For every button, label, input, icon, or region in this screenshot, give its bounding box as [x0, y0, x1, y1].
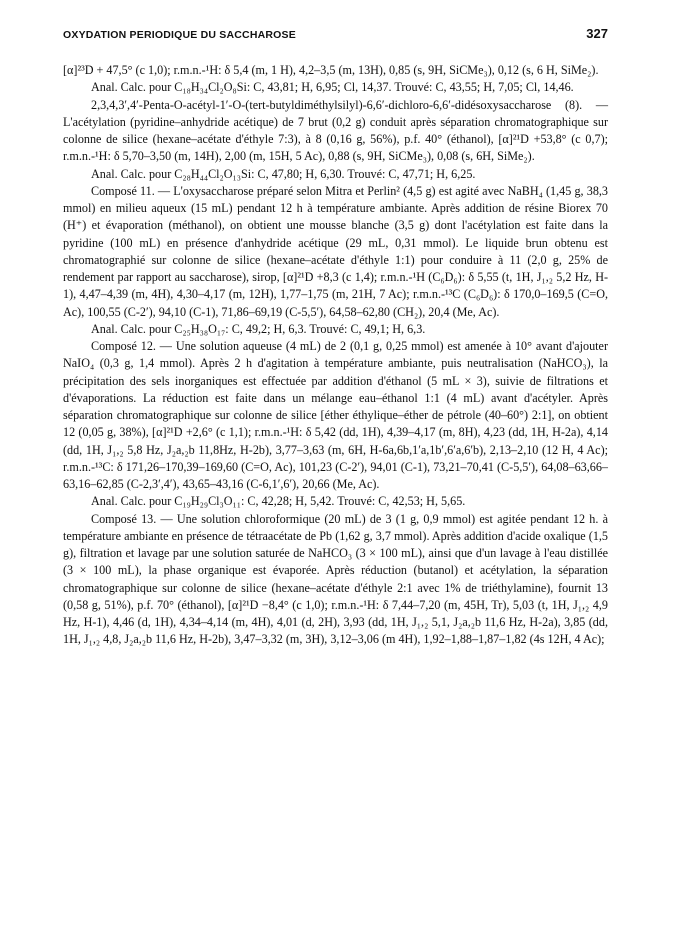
- paragraph-anal-8: Anal. Calc. pour C₂₈H₄₄Cl₂O₁₃Si: C, 47,80; H, 6,30. Trouvé: C, 47,71; H, 6,25.: [91, 166, 476, 181]
- page-number: 327: [586, 26, 608, 41]
- paragraph-spectral-data-7: [α]²³D + 47,5° (c 1,0); r.m.n.-¹H: δ 5,4 (m, 1 H), 4,2–3,5 (m, 13H), 0,85 (s, 9H, SiCMe₃), 0,12 (s, 6 H, SiMe₂).: [63, 63, 599, 77]
- running-head: OXYDATION PERIODIQUE DU SACCHAROSE: [63, 29, 296, 41]
- paragraph-compound-13: Composé 13. — Une solution chloroformique (20 mL) de 3 (1 g, 0,9 mmol) est agitée pendant 12 h. à température ambiante en présence de tétraacétate de Pb (1,62 g, 3,7 mmol). Après addition d'acide oxalique (1,5 g), filtration et lavage par une solution saturée de NaHCO₃ (3 × 100 mL), ainsi que d'un lavage à l'eau distillée (3 × 100 mL), la phase organique est évaporée. Après réduction (butanol) et acétylation, la séparation chromatographique sur colonne de silice (hexane–acétate d'éthyle 2:1 avec 1% de triéthylamine), fournit 13 (0,58 g, 51%), p.f. 70° (éthanol), [α]²¹D −8,4° (c 1,0); r.m.n.-¹H: δ 7,44–7,20 (m, 45H, Tr), 5,03 (t, 1H, J₁,₂ 4,9 Hz, H-1), 4,46 (d, 1H), 4,34–4,14 (m, 4H), 4,01 (d, 2H), 3,93 (dd, 1H, J₁,₂ 5,1, J₂a,₂b 11,6 Hz, H-2a), 3,85 (dd, 1H, J₁,₂ 4,8, J₂a,₂b 11,6 Hz, H-2b), 3,47–3,32 (m, 3H), 3,12–3,06 (m 4H), 1,92–1,88–1,87–1,82 (4s 12H, 4 Ac);: [63, 511, 608, 647]
- paragraph-anal-12: Anal. Calc. pour C₁₉H₂₉Cl₃O₁₁: C, 42,28; H, 5,42. Trouvé: C, 42,53; H, 5,65.: [91, 494, 466, 509]
- paragraph-compound-8: 2,3,4,3′,4′-Penta-O-acétyl-1′-O-(tert-butyldiméthylsilyl)-6,6′-dichloro-6,6′-didésoxysaccharose (8). — L'acétylation (pyridine–anhydride acétique) de 7 brut (0,2 g) conduit après séparation chromatographique sur colonne de silice (hexane–acétate d'éthyle 7:3), à 8 (0,16 g, 56%), p.f. 40° (éthanol), [α]²¹D +53,8° (c 0,7); r.m.n.-¹H: δ 5,70–3,50 (m, 14H), 2,00 (m, 15H, 5 Ac), 0,88 (s, 9H, SiCMe₃), 0,08 (s, 6H, SiMe₂).: [63, 97, 608, 164]
- page-header: [63, 26, 608, 48]
- journal-page: [63, 26, 608, 649]
- paragraph-compound-11: Composé 11. — L'oxysaccharose préparé selon Mitra et Perlin² (4,5 g) est agité avec NaBH₄ (1,45 g, 38,3 mmol) en milieu aqueux (15 mL) pendant 12 h à température ambiante. Après addition de résine Biorex 70 (H⁺) et évaporation (méthanol), on obtient une mousse blanche (3,5 g) dont l'acétylation est faite dans la pyridine (100 mL) en présence d'anhydride acétique (29 mL, 0,31 mmol). Le liquide brun obtenu est chromatographié sur colonne de silice (hexane–acétate d'éthyle 1:1) pour conduire à 11 (2,0 g, 25% de rendement par rapport au saccharose), sirop, [α]²¹D +8,3 (c 1,4); r.m.n.-¹H (C₆D₆): δ 5,55 (t, 1H, J₁,₂ 5,2 Hz, H-1), 4,47–4,39 (m, 4H), 4,30–4,17 (m, 12H), 1,77–1,75 (m, 21H, 7 Ac); r.m.n.-¹³C (C₆D₆): δ 170,0–169,5 (C=O, Ac), 100,55 (C-2′), 94,10 (C-1), 71,86–69,19 (C-5,5′), 64,58–62,80 (CH₂), 20,4 (Me, Ac).: [63, 183, 608, 319]
- paragraph-anal-11: Anal. Calc. pour C₂₅H₃₈O₁₇: C, 49,2; H, 6,3. Trouvé: C, 49,1; H, 6,3.: [91, 321, 426, 336]
- paragraph-compound-12: Composé 12. — Une solution aqueuse (4 mL) de 2 (0,1 g, 0,25 mmol) est amenée à 10° avant d'ajouter NaIO₄ (0,3 g, 1,4 mmol). Après 2 h d'agitation à température ambiante, puis neutralisation (NaHCO₃), la précipitation des sels inorganiques est effectuée par addition d'éthanol (5 mL × 3), suivie de filtrations et d'évaporations. La réduction est faite dans un mélange eau–éthanol 1:1 (4 mL) avant d'acétyler. Après séparation chromatographique sur colonne de silice [éther éthylique–éther de pétrole (40–60°) 2:1], on obtient 12 (0,05 g, 38%), [α]²¹D +2,6° (c 1,1); r.m.n.-¹H: δ 5,42 (dd, 1H), 4,39–4,17 (m, 8H), 4,23 (dd, 1H, H-2a), 4,14 (dd, 1H, J₁,₂ 5,8 Hz, J₂a,₂b 11,8Hz, H-2b), 3,77–3,63 (m, 6H, H-6a,6b,1′a,1b′,6′a,6′b), 2,13–2,10 (12 H, 4 Ac); r.m.n.-¹³C: δ 171,26–170,39–169,60 (C=O, Ac), 101,23 (C-2′), 94,01 (C-1), 73,21–70,41 (C-5,5′), 64,08–63,66–63,16–62,85 (C-2,3′,4′), 43,65–43,16 (C-6,1′,6′), 20,66 (Me, Ac).: [63, 339, 608, 491]
- article-body: [63, 62, 608, 649]
- paragraph-anal-7: Anal. Calc. pour C₁₈H₃₄Cl₂O₈Si: C, 43,81; H, 6,95; Cl, 14,37. Trouvé: C, 43,55; H, 7,05; Cl, 14,46.: [91, 80, 574, 95]
